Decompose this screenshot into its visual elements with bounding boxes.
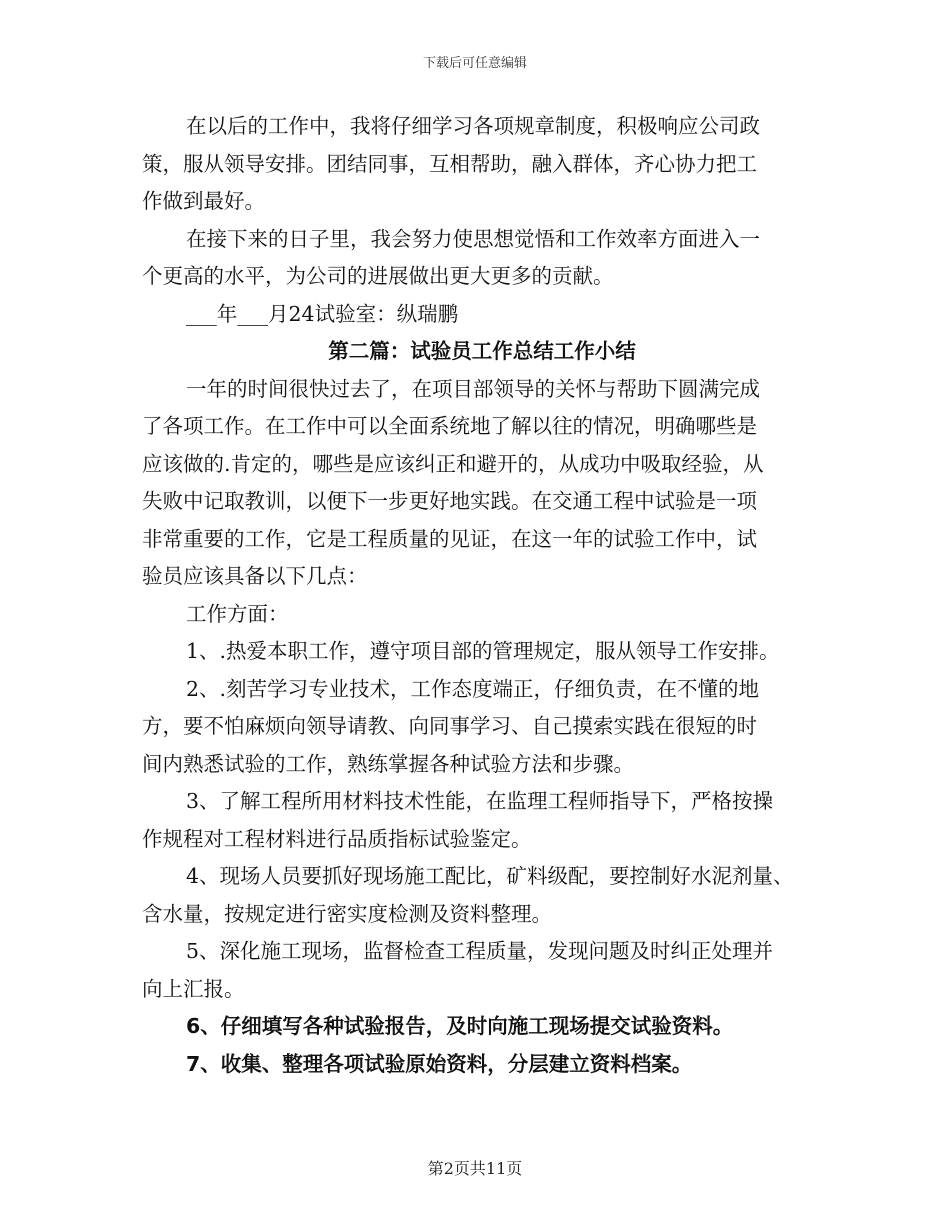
signature-line: ___年___月24试验室：纵瑞鹏 bbox=[186, 301, 459, 326]
list-item-continuation: 间内熟悉试验的工作，熟练掌握各种试验方法和步骤。 bbox=[142, 751, 634, 776]
list-item-bold: 7、收集、整理各项试验原始资料，分层建立资料档案。 bbox=[186, 1051, 693, 1076]
page-header-note: 下载后可任意编辑 bbox=[422, 56, 527, 71]
list-item: 4、现场人员要抓好现场施工配比，矿料级配，要控制好水泥剂量、 bbox=[186, 864, 794, 888]
paragraph-line: 作做到最好。 bbox=[142, 189, 265, 213]
list-item: 5、深化施工现场，监督检查工程质量，发现问题及时纠正处理并 bbox=[186, 939, 774, 963]
paragraph-line: 一年的时间很快过去了，在项目部领导的关怀与帮助下圆满完成 bbox=[186, 376, 760, 401]
list-item-bold: 6、仔细填写各种试验报告，及时向施工现场提交试验资料。 bbox=[186, 1014, 734, 1038]
list-item-continuation: 向上汇报。 bbox=[142, 976, 245, 1001]
paragraph-line: 策，服从领导安排。团结同事，互相帮助，融入群体，齐心协力把工 bbox=[142, 151, 757, 176]
paragraph-line: 个更高的水平，为公司的进展做出更大更多的贡献。 bbox=[142, 264, 614, 288]
section-title: 第二篇：试验员工作总结工作小结 bbox=[328, 339, 636, 363]
list-item: 3、了解工程所用材料技术性能，在监理工程师指导下，严格按操 bbox=[186, 789, 774, 813]
paragraph-line: 非常重要的工作，它是工程质量的见证，在这一年的试验工作中，试 bbox=[142, 526, 757, 551]
document-body bbox=[142, 108, 822, 1083]
paragraph-line: 在接下来的日子里，我会努力使思想觉悟和工作效率方面进入一 bbox=[186, 226, 760, 251]
paragraph-line: 失败中记取教训，以便下一步更好地实践。在交通工程中试验是一项 bbox=[142, 489, 757, 513]
list-item-continuation: 含水量，按规定进行密实度检测及资料整理。 bbox=[142, 901, 552, 926]
paragraph-line: 应该做的.肯定的，哪些是应该纠正和避开的，从成功中吸取经验，从 bbox=[142, 451, 764, 476]
paragraph-line: 了各项工作。在工作中可以全面系统地了解以往的情况，明确哪些是 bbox=[142, 414, 757, 438]
list-item-continuation: 作规程对工程材料进行品质指标试验鉴定。 bbox=[142, 826, 532, 851]
subheading-line: 工作方面： bbox=[186, 601, 289, 626]
paragraph-line: 在以后的工作中，我将仔细学习各项规章制度，积极响应公司政 bbox=[186, 114, 760, 138]
paragraph-line: 验员应该具备以下几点： bbox=[142, 564, 368, 588]
list-item-continuation: 方，要不怕麻烦向领导请教、向同事学习、自己摸索实践在很短的时 bbox=[142, 714, 757, 738]
list-item: 1、.热爱本职工作，遵守项目部的管理规定，服从领导工作安排。 bbox=[186, 639, 780, 663]
page-number: 第2页共11页 bbox=[427, 1159, 523, 1178]
list-item: 2、.刻苦学习专业技术，工作态度端正，仔细负责，在不懂的地 bbox=[186, 676, 760, 701]
